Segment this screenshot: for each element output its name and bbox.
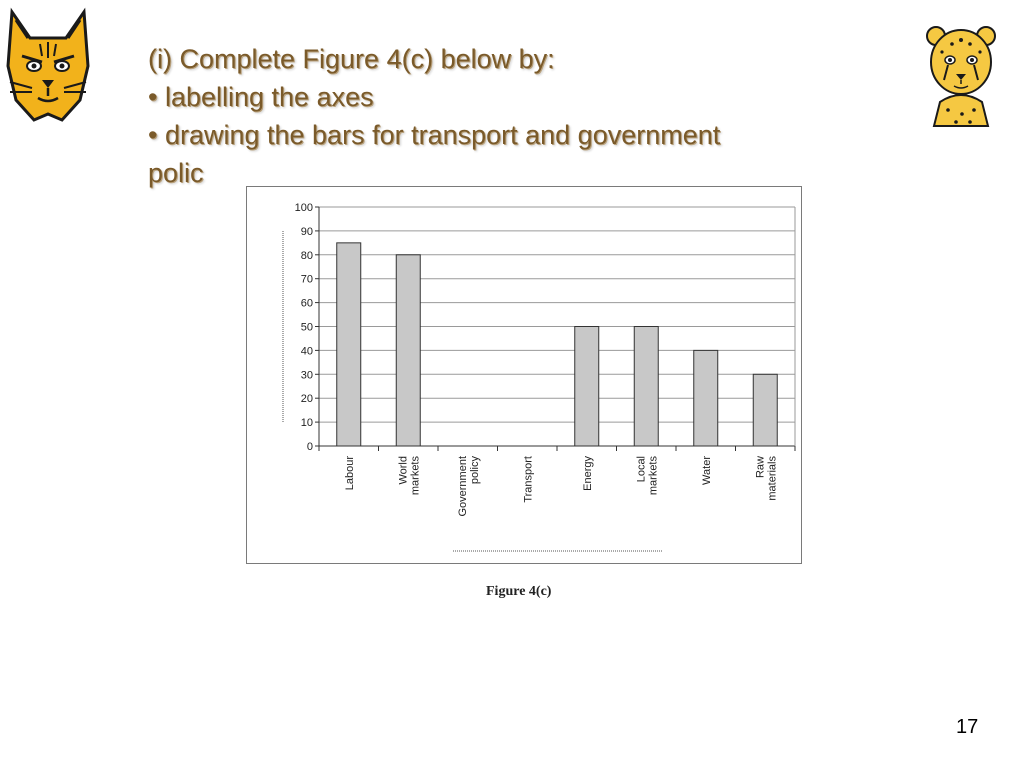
x-tick-label-line: Water bbox=[700, 456, 713, 485]
y-tick-labels bbox=[295, 202, 313, 453]
x-tick-label bbox=[701, 456, 713, 485]
bar-chart bbox=[247, 187, 803, 565]
figure-caption: Figure 4(c) bbox=[486, 584, 552, 599]
y-tick-label: 10 bbox=[300, 417, 313, 430]
lynx-head-icon bbox=[2, 4, 94, 124]
x-tick-label-line: World bbox=[397, 456, 410, 485]
x-tick-label bbox=[522, 456, 534, 503]
y-tick-label: 20 bbox=[300, 393, 313, 406]
x-tick-label-line: Energy bbox=[581, 456, 594, 491]
y-tick-label: 30 bbox=[300, 369, 313, 382]
instruction-line-3: • drawing the bars for transport and government bbox=[148, 120, 721, 150]
y-tick-label: 50 bbox=[300, 321, 313, 334]
y-tick-label: 40 bbox=[300, 345, 313, 358]
gridlines bbox=[319, 207, 795, 422]
instruction-text bbox=[148, 40, 908, 192]
y-tick-label: 70 bbox=[300, 273, 313, 286]
bar-raw-materials bbox=[753, 374, 777, 446]
x-tick-label-line: materials bbox=[766, 456, 779, 501]
bar-local-markets bbox=[634, 327, 658, 447]
x-tick-label-line: Government bbox=[456, 456, 469, 517]
cheetah-cub-icon bbox=[922, 18, 1000, 128]
bar-water bbox=[694, 350, 718, 446]
x-tick-label-line: Labour bbox=[343, 456, 356, 491]
instruction-line-4: polic bbox=[148, 158, 204, 188]
x-tick-label bbox=[397, 456, 421, 496]
instruction-line-2: • labelling the axes bbox=[148, 82, 374, 112]
y-tick-label: 100 bbox=[294, 202, 313, 214]
axes bbox=[315, 207, 795, 451]
x-tick-label-line: policy bbox=[468, 456, 481, 485]
y-tick-label: 60 bbox=[300, 297, 313, 310]
x-tick-label bbox=[582, 456, 594, 491]
x-tick-label bbox=[635, 456, 659, 496]
x-tick-label-line: Raw bbox=[754, 456, 767, 479]
x-tick-labels bbox=[344, 456, 779, 517]
x-tick-label bbox=[344, 456, 356, 491]
x-tick-label-line: markets bbox=[647, 456, 660, 496]
bars bbox=[337, 243, 778, 446]
x-tick-label bbox=[754, 456, 778, 501]
bar-energy bbox=[575, 327, 599, 447]
bar-labour bbox=[337, 243, 361, 446]
chart-panel bbox=[246, 186, 802, 564]
y-tick-label: 90 bbox=[300, 225, 313, 238]
instruction-line-1: (i) Complete Figure 4(c) below by: bbox=[148, 44, 555, 74]
x-tick-label bbox=[457, 456, 481, 517]
x-tick-label-line: markets bbox=[409, 456, 422, 496]
page-number: 17 bbox=[956, 716, 979, 738]
bar-world-markets bbox=[396, 255, 420, 446]
y-tick-label: 80 bbox=[300, 249, 313, 262]
y-tick-label: 0 bbox=[306, 441, 313, 453]
x-tick-label-line: Transport bbox=[522, 456, 535, 503]
x-tick-label-line: Local bbox=[635, 456, 648, 483]
